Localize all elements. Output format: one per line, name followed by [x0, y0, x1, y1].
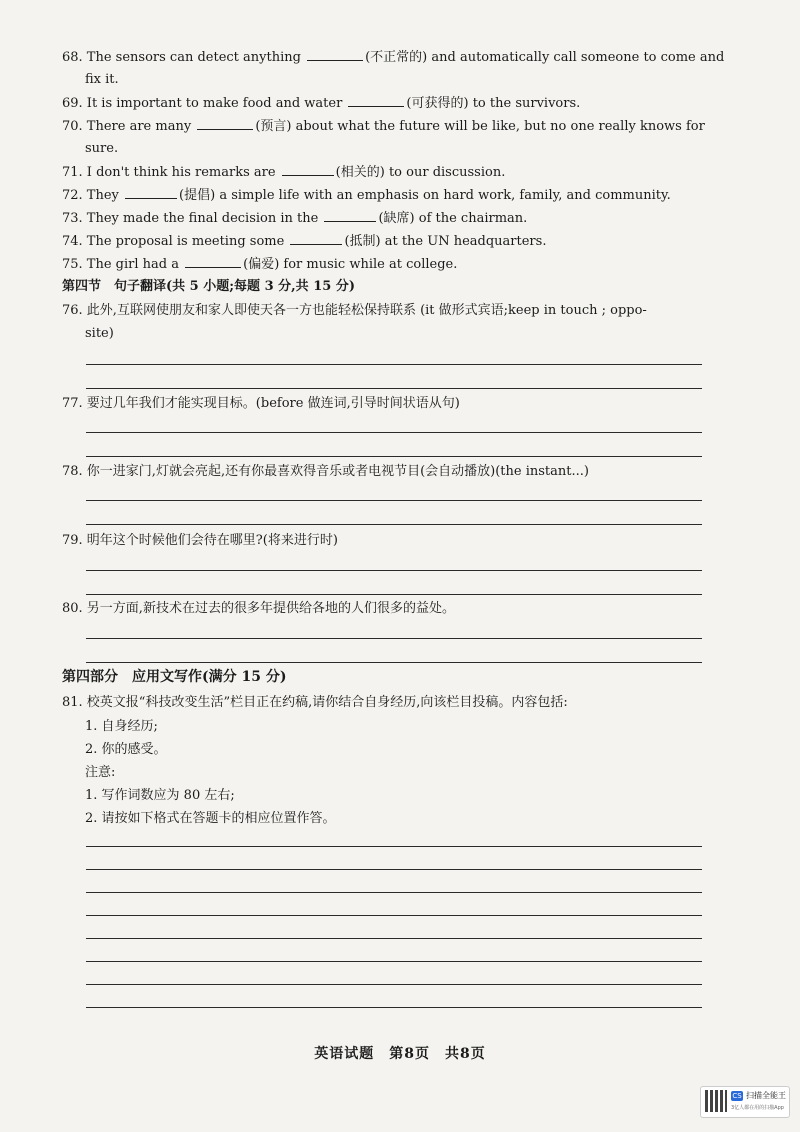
question-70-cont: sure.	[85, 141, 119, 156]
answer-line[interactable]	[86, 500, 702, 501]
hint-text: (不正常的)	[365, 50, 428, 65]
question-77: 77. 要过几年我们才能实现目标。(before 做连词,引导时间状语从句)	[62, 396, 460, 411]
writing-line[interactable]	[86, 938, 702, 939]
answer-blank[interactable]	[324, 209, 376, 222]
question-text: 71. I don't think his remarks are	[62, 165, 280, 180]
qr-code-icon	[705, 1090, 727, 1112]
hint-text: (抵制)	[344, 234, 381, 249]
question-text: 72. They	[62, 188, 124, 203]
answer-blank[interactable]	[290, 232, 342, 245]
question-80: 80. 另一方面,新技术在过去的很多年提供给各地的人们很多的益处。	[62, 601, 455, 616]
answer-line[interactable]	[86, 638, 702, 639]
question-68-cont: fix it.	[85, 72, 119, 87]
question-text: 73. They made the final decision in the	[62, 211, 323, 226]
answer-blank[interactable]	[125, 186, 177, 199]
app-logo-icon: CS	[732, 1092, 742, 1100]
question-73	[62, 209, 527, 228]
app-name: 扫描全能王	[746, 1091, 786, 1100]
question-79: 79. 明年这个时候他们会待在哪里?(将来进行时)	[62, 533, 338, 548]
answer-blank[interactable]	[282, 163, 334, 176]
writing-line[interactable]	[86, 1007, 702, 1008]
answer-blank[interactable]	[185, 255, 241, 268]
answer-blank[interactable]	[197, 117, 253, 130]
question-text: for music while at college.	[279, 257, 458, 272]
question-text: 69. It is important to make food and water	[62, 96, 347, 111]
app-tagline: 3亿人都在用的扫描App	[731, 1105, 784, 1111]
hint-text: (提倡)	[179, 188, 216, 203]
question-69	[62, 94, 580, 113]
hint-text: (偏爱)	[243, 257, 280, 272]
question-text: a simple life with an emphasis on hard work, family, and community.	[215, 188, 671, 203]
question-72	[62, 186, 671, 205]
answer-line[interactable]	[86, 570, 702, 571]
question-78: 78. 你一进家门,灯就会亮起,还有你最喜欢得音乐或者电视节目(会自动播放)(the instant...)	[62, 464, 589, 479]
answer-line[interactable]	[86, 388, 702, 389]
writing-line[interactable]	[86, 984, 702, 985]
question-text: 70. There are many	[62, 119, 196, 134]
content-item: 1. 自身经历;	[85, 719, 158, 734]
question-text: to our discussion.	[384, 165, 506, 180]
answer-line[interactable]	[86, 594, 702, 595]
writing-line[interactable]	[86, 892, 702, 893]
scanner-badge	[700, 1086, 790, 1118]
question-76-cont: site)	[85, 326, 114, 341]
writing-line[interactable]	[86, 915, 702, 916]
hint-text: (预言)	[255, 119, 292, 134]
hint-text: (缺席)	[378, 211, 415, 226]
question-75	[62, 255, 457, 274]
question-text: to the survivors.	[468, 96, 581, 111]
question-text: at the UN headquarters.	[380, 234, 547, 249]
answer-line[interactable]	[86, 456, 702, 457]
page-footer: 英语试题 第8页 共8页	[314, 1046, 486, 1062]
writing-line[interactable]	[86, 961, 702, 962]
answer-line[interactable]	[86, 662, 702, 663]
question-text: about what the future will be like, but no one really knows for	[291, 119, 705, 134]
writing-line[interactable]	[86, 869, 702, 870]
question-81: 81. 校英文报“科技改变生活”栏目正在约稿,请你结合自身经历,向该栏目投稿。内容包括:	[62, 695, 568, 710]
answer-blank[interactable]	[307, 48, 363, 61]
hint-text: (可获得的)	[406, 96, 469, 111]
question-text: 75. The girl had a	[62, 257, 184, 272]
section-heading: 第四节 句子翻译(共 5 小题;每题 3 分,共 15 分)	[62, 279, 355, 294]
answer-line[interactable]	[86, 364, 702, 365]
answer-line[interactable]	[86, 524, 702, 525]
question-text: and automatically call someone to come and	[427, 50, 725, 65]
answer-line[interactable]	[86, 432, 702, 433]
question-text: of the chairman.	[414, 211, 528, 226]
note-label: 注意:	[85, 765, 116, 780]
question-text: 74. The proposal is meeting some	[62, 234, 289, 249]
question-70	[62, 117, 705, 136]
question-68	[62, 48, 724, 67]
note-item: 2. 请按如下格式在答题卡的相应位置作答。	[85, 811, 336, 826]
question-text: 68. The sensors can detect anything	[62, 50, 306, 65]
hint-text: (相关的)	[335, 165, 385, 180]
part-heading: 第四部分 应用文写作(满分 15 分)	[62, 669, 287, 685]
note-item: 1. 写作词数应为 80 左右;	[85, 788, 235, 803]
answer-blank[interactable]	[348, 94, 404, 107]
question-76: 76. 此外,互联网使朋友和家人即使天各一方也能轻松保持联系 (it 做形式宾语;keep in touch ; oppo-	[62, 303, 647, 318]
writing-line[interactable]	[86, 846, 702, 847]
content-item: 2. 你的感受。	[85, 742, 167, 757]
question-71	[62, 163, 505, 182]
question-74	[62, 232, 546, 251]
